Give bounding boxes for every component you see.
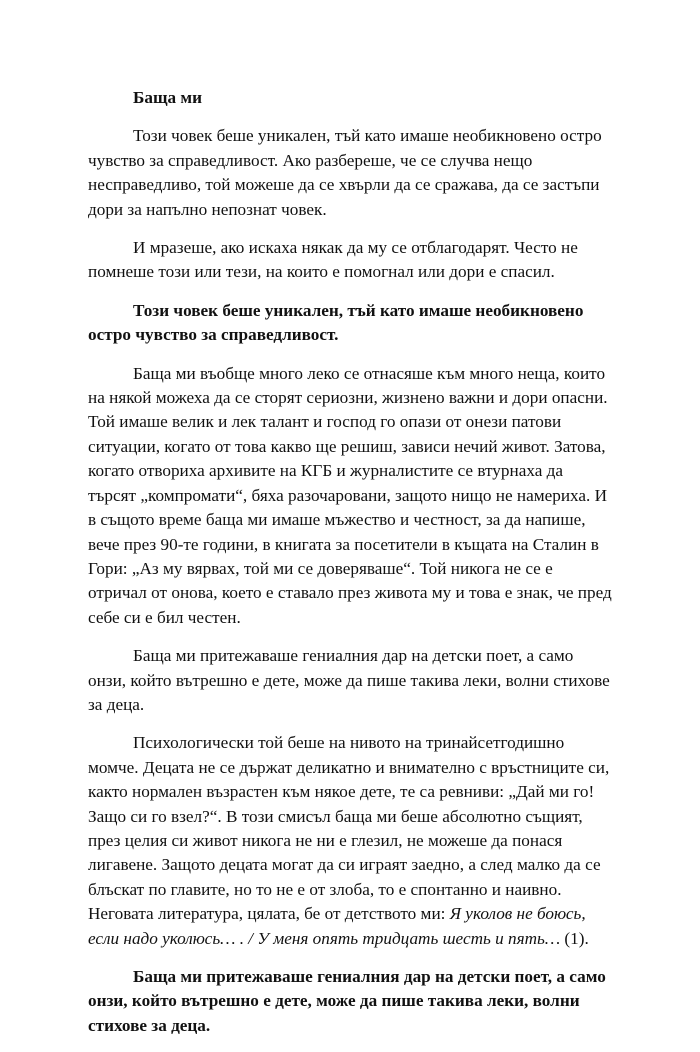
pull-quote-2: Баща ми притежаваше гениалния дар на детски поет, а само онзи, който вътрешно е дете, може да пише такива леки, волни стихове за деца. xyxy=(88,967,606,1035)
footnote-ref: (1). xyxy=(564,928,589,948)
paragraph-2: И мразеше, ако искаха някак да му се отблагодарят. Често не помнеше този или тези, на които е помогнал или дори е спасил. xyxy=(88,238,578,282)
paragraph-4: Баща ми притежаваше гениалния дар на детски поет, а само онзи, който вътрешно е дете, може да пише такива леки, волни стихове за деца. xyxy=(88,646,610,714)
document-body xyxy=(88,86,614,1052)
paragraph-3: Баща ми въобще много леко се отнасяше към много неща, които на някой можеха да се сторят сериозни, жизнено важни и дори опасни. Той имаше велик и лек талант и господ го опази от онези патови ситуации, когато от това какво ще решиш, зависи нечий живот. Затова, когато отвориха архивите на КГБ и журналистите се втурнаха да търсят „компромати“, бяха разочаровани, защото нищо не намериха. И в същото време баща ми имаше мъжество и честност, за да напише, вече през 90-те години, в книгата за посетители в къщата на Сталин в Гори: „Аз му вярвах, той ми се доверяваше“. Той никога не се е отричал от онова, което е ставало през живота му и това е знак, че пред себе си е бил честен. xyxy=(88,363,612,627)
pull-quote-1: Този човек беше уникален, тъй като имаше необикновено остро чувство за справедливост. xyxy=(88,300,584,345)
paragraph-5 xyxy=(88,731,614,951)
poem-quote: Я уколов не боюсь, если надо уколюсь… . / У меня опять тридцать шесть и пять… xyxy=(88,904,586,948)
document-title: Баща ми xyxy=(133,88,202,107)
paragraph-5-text: Психологически той беше на нивото на тринайсетгодишно момче. Децата не се държат деликатно и внимателно с връстниците си, както нормален възрастен към някое дете, те са ревниви: „Дай ми го! Защо си го взел?“. В този смисъл баща ми беше абсолютно същият, през целия си живот никога не ни е глезил, не можеше да понася лигавене. Защото децата могат да си играят заедно, а след малко да се блъскат по главите, но то не е от злоба, то е спонтанно и наивно. Неговата литература, цялата, бе от детството ми: xyxy=(88,733,610,924)
paragraph-1: Този човек беше уникален, тъй като имаше необикновено остро чувство за справедливост. Ако разбереше, че се случва нещо несправедливо, той можеше да се хвърли да се сражава, да се застъпи дори за напълно непознат човек. xyxy=(88,126,602,219)
